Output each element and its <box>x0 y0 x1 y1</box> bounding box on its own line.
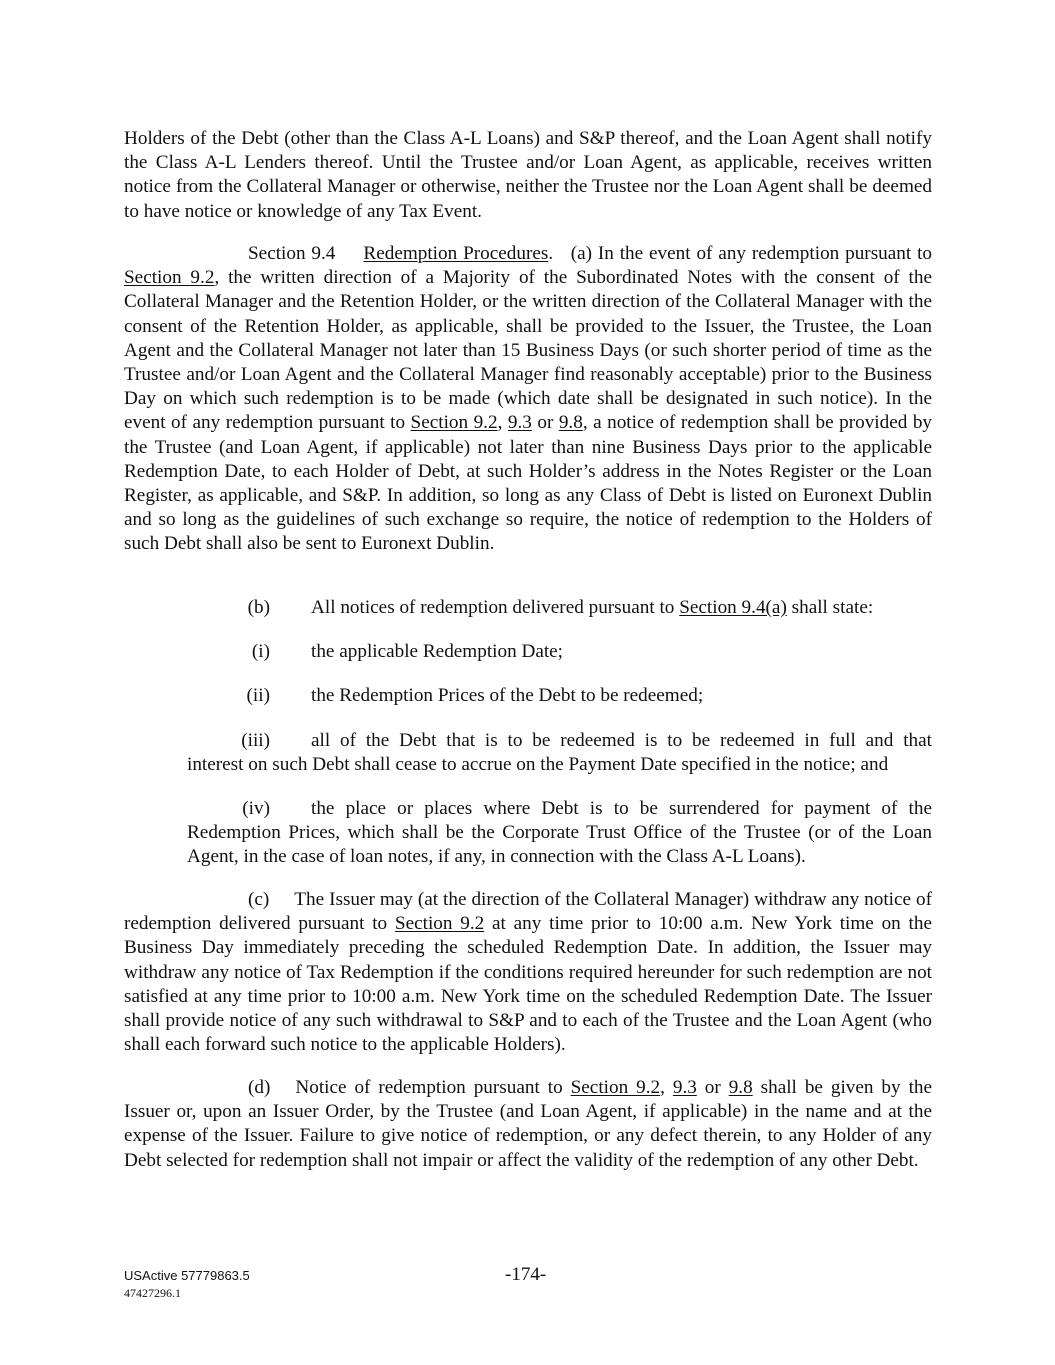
item-label: (iv) <box>242 798 270 819</box>
ref-section-9-2[interactable]: Section 9.2 <box>124 267 215 289</box>
para-a-text: or <box>531 412 559 434</box>
para-a-label: (a) <box>570 243 593 264</box>
para-b-label: (b) <box>247 597 270 618</box>
ref-section-9-2[interactable]: Section 9.2 <box>394 913 485 935</box>
item-text: the applicable Redemption Date; <box>311 641 564 662</box>
item-label: (iii) <box>241 730 270 751</box>
item-label: (i) <box>251 641 270 662</box>
para-a-text: In the event of any redemption pursuant to <box>592 243 932 264</box>
para-b-text: shall state: <box>786 597 874 618</box>
section-title-period: . <box>548 243 554 264</box>
para-c-label: (c) <box>248 889 270 910</box>
intro-paragraph: Holders of the Debt (other than the Class A-L Loans) and S&P thereof, and the Loan Agent shall notify the Class A-L Lenders thereof. Until the Trustee and/or Loan Agent, as applicable, receives written notice from the Collateral Manager or otherwise, neither the Trustee nor the Loan Agent shall be deemed to have notice or knowledge of any Tax Event. <box>124 128 932 222</box>
paragraph-c <box>124 888 932 1057</box>
paragraph-d <box>124 1076 932 1173</box>
section-number: Section 9.4 <box>248 243 336 264</box>
item-label: (ii) <box>246 685 270 706</box>
para-d-text: or <box>696 1077 729 1098</box>
ref-section-9-2[interactable]: Section 9.2 <box>410 412 498 434</box>
item-text: the Redemption Prices of the Debt to be redeemed; <box>311 685 704 706</box>
para-a-text: , a notice of redemption shall be provided by the Trustee (and Loan Agent, if applicable) not later than nine Business Days prior to the applicable Redemption Date, to each Holder of Debt, at such Holder’s address in the Notes Register or the Loan Register, as applicable, and S&P. In addition, so long as any Class of Debt is listed on Euronext Dublin and so long as the guidelines of such exchange so require, the notice of redemption to the Holders of such Debt shall also be sent to Euronext Dublin. <box>124 412 933 555</box>
page-number: -174- <box>505 1264 547 1285</box>
section-title: Redemption Procedures <box>363 243 549 264</box>
ref-section-9-2[interactable]: Section 9.2 <box>570 1077 661 1098</box>
para-c-text: The Issuer may (at the direction of the Collateral Manager) withdraw any notice of redemption delivered pursuant to <box>124 889 932 935</box>
para-b-text: All notices of redemption delivered pursuant to <box>311 597 680 618</box>
section-9-4-paragraph-a <box>124 242 932 557</box>
para-d-text: Notice of redemption pursuant to <box>295 1077 571 1098</box>
ref-section-9-8[interactable]: 9.8 <box>728 1077 753 1098</box>
ref-section-9-3[interactable]: 9.3 <box>507 412 532 434</box>
item-text-continued: interest on such Debt shall cease to accrue on the Payment Date specified in the notice; and <box>187 754 889 775</box>
para-a-text: , the written direction of a Majority of the Subordinated Notes with the consent of the Collateral Manager and the Retention Holder, or the written direction of the Collateral Manager with the consent of the Retention Holder, as applicable, shall be provided to the Issuer, the Trustee, the Loan Agent and the Collateral Manager not later than 15 Business Days (or such shorter period of time as the Trustee and/or Loan Agent and the Collateral Manager find reasonably acceptable) prior to the Business Day on which such redemption is to be made (which date shall be designated in such notice). In the event of any redemption pursuant to <box>124 267 932 434</box>
para-d-text: shall be given by the Issuer or, upon an Issuer Order, by the Trustee (and Loan Agent, if applicable) in the name and at the expense of the Issuer. Failure to give notice of redemption, or any defect therein, to any Holder of any Debt selected for redemption shall not impair or affect the validity of the redemption of any other Debt. <box>124 1077 933 1171</box>
para-a-text: , <box>497 412 508 434</box>
para-c-text: at any time prior to 10:00 a.m. New York time on the Business Day immediately preceding the scheduled Redemption Date. In addition, the Issuer may withdraw any notice of Tax Redemption if the conditions required hereunder for such redemption are not satisfied at any time prior to 10:00 a.m. New York time on the scheduled Redemption Date. The Issuer shall provide notice of any such withdrawal to S&P and to each of the Trustee and the Loan Agent (who shall each forward such notice to the applicable Holders). <box>124 913 932 1056</box>
item-text: the place or places where Debt is to be surrendered for payment of the <box>311 798 932 819</box>
footer-doc-id-secondary: 47427296.1 <box>124 1286 181 1300</box>
ref-section-9-4a[interactable]: Section 9.4(a) <box>679 597 787 618</box>
item-text: all of the Debt that is to be redeemed is to be redeemed in full and that <box>311 730 932 751</box>
ref-section-9-8[interactable]: 9.8 <box>558 412 583 434</box>
ref-section-9-3[interactable]: 9.3 <box>672 1077 697 1098</box>
para-d-label: (d) <box>248 1077 271 1098</box>
para-d-text: , <box>660 1077 673 1098</box>
item-text-continued: Redemption Prices, which shall be the Corporate Trust Office of the Trustee (or of the Loan Agent, in the case of loan notes, if any, in connection with the Class A-L Loans). <box>187 822 932 868</box>
footer-doc-id: USActive 57779863.5 <box>124 1268 250 1283</box>
